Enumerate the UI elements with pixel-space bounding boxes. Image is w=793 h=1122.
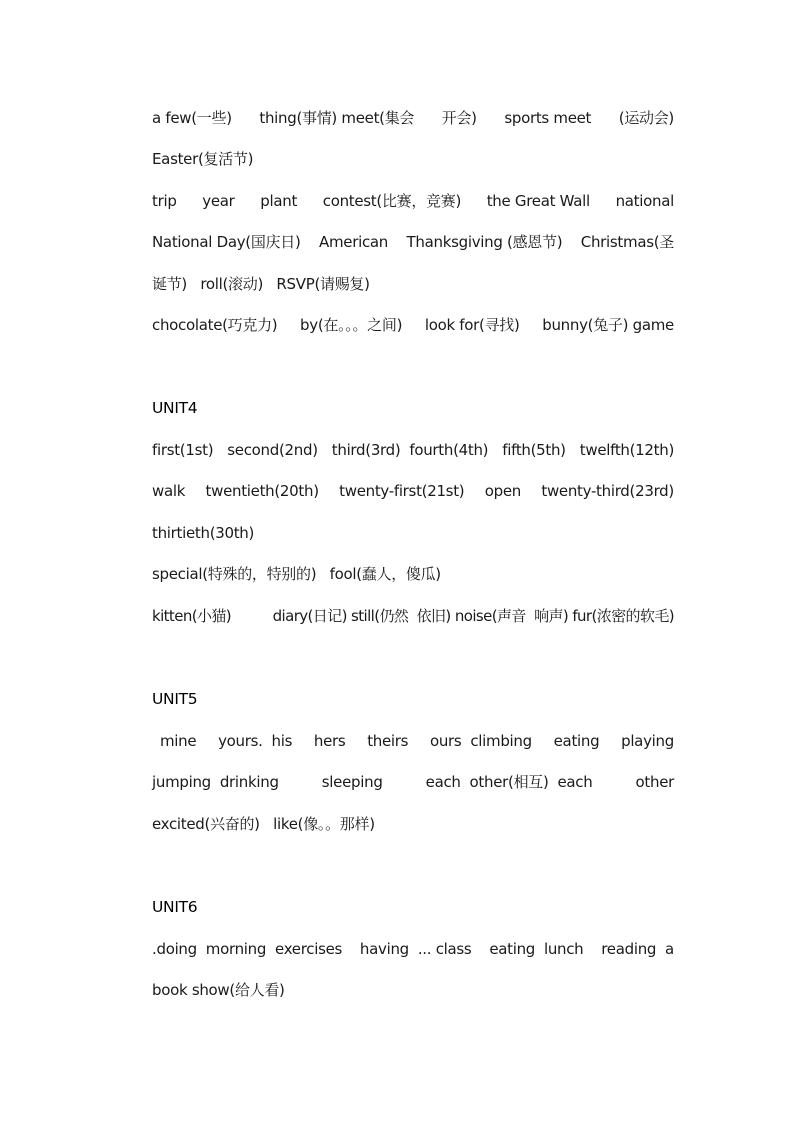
vocab-item: thing(事情) meet(集会 — [259, 109, 415, 127]
vocab-item: hers — [313, 732, 346, 750]
vocab-item: having ... class — [359, 940, 472, 958]
vocab-item: twelfth(12th) — [579, 441, 674, 459]
vocab-line: Easter(复活节) — [152, 150, 254, 168]
vocab-item: other — [635, 773, 674, 791]
vocab-line — [152, 315, 674, 335]
vocab-item: the Great Wall — [486, 192, 590, 210]
vocab-line: excited(兴奋的) like(像。。那样) — [152, 815, 375, 833]
vocab-line — [152, 232, 674, 252]
vocab-item: kitten(小猫) — [152, 607, 232, 625]
vocab-item: sleeping — [321, 773, 383, 791]
vocab-item: national — [615, 192, 674, 210]
vocab-line — [152, 772, 674, 792]
vocab-item: bunny(兔子) game — [542, 316, 674, 334]
vocab-item: eating — [553, 732, 600, 750]
vocab-item: .doing morning exercises — [152, 940, 343, 958]
vocab-item: playing — [621, 732, 674, 750]
vocab-item: fifth(5th) — [502, 441, 566, 459]
vocab-item: plant — [260, 192, 298, 210]
vocab-item: walk — [152, 482, 186, 500]
unit-heading: UNIT6 — [152, 898, 198, 916]
vocab-line: 诞节) roll(滚动) RSVP(请赐复) — [152, 275, 370, 293]
vocab-item: (运动会) — [618, 109, 674, 127]
unit-heading: UNIT5 — [152, 690, 198, 708]
vocab-item: eating lunch — [489, 940, 584, 958]
vocab-item: each other(相互) each — [425, 773, 593, 791]
vocab-item: chocolate(巧克力) — [152, 316, 278, 334]
vocab-line — [152, 606, 674, 626]
vocab-item: third(3rd) fourth(4th) — [331, 441, 489, 459]
vocab-item: Thanksgiving (感恩节) — [406, 233, 563, 251]
vocab-item: 开会) — [441, 109, 477, 127]
vocab-item: contest(比赛，竞赛) — [322, 192, 461, 210]
vocab-item: mine — [160, 732, 197, 750]
vocab-item: yours. his — [218, 732, 293, 750]
vocab-line — [152, 939, 674, 959]
vocab-item: reading a — [601, 940, 674, 958]
vocab-item: trip — [152, 192, 177, 210]
vocab-line — [160, 731, 674, 751]
vocab-item: first(1st) — [152, 441, 214, 459]
vocab-line — [152, 191, 674, 211]
vocab-item: look for(寻找) — [424, 316, 520, 334]
vocab-line — [152, 108, 674, 128]
unit-heading: UNIT4 — [152, 399, 198, 417]
vocab-item: American — [319, 233, 389, 251]
vocab-item: year — [202, 192, 235, 210]
vocab-item: a few(一些) — [152, 109, 232, 127]
vocab-item: twentieth(20th) — [205, 482, 319, 500]
vocab-item: theirs — [367, 732, 409, 750]
vocab-line — [152, 440, 674, 460]
vocab-line: special(特殊的，特别的) fool(蠢人，傻瓜) — [152, 565, 441, 583]
vocab-item: twenty-first(21st) — [339, 482, 465, 500]
vocab-item: Christmas(圣 — [580, 233, 674, 251]
vocab-item: jumping drinking — [152, 773, 279, 791]
vocab-item: sports meet — [504, 109, 592, 127]
vocab-line: book show(给人看) — [152, 981, 285, 999]
vocab-item: open — [484, 482, 521, 500]
vocab-item: by(在。。。之间) — [300, 316, 403, 334]
vocab-line: thirtieth(30th) — [152, 524, 255, 542]
vocab-item: diary(日记) still(仍然 依旧) noise(声音 响声) fur(浓密的软毛) — [272, 607, 674, 625]
vocab-item: second(2nd) — [227, 441, 318, 459]
vocab-item: National Day(国庆日) — [152, 233, 301, 251]
vocab-line — [152, 481, 674, 501]
vocab-item: ours climbing — [429, 732, 532, 750]
vocab-item: twenty-third(23rd) — [541, 482, 674, 500]
